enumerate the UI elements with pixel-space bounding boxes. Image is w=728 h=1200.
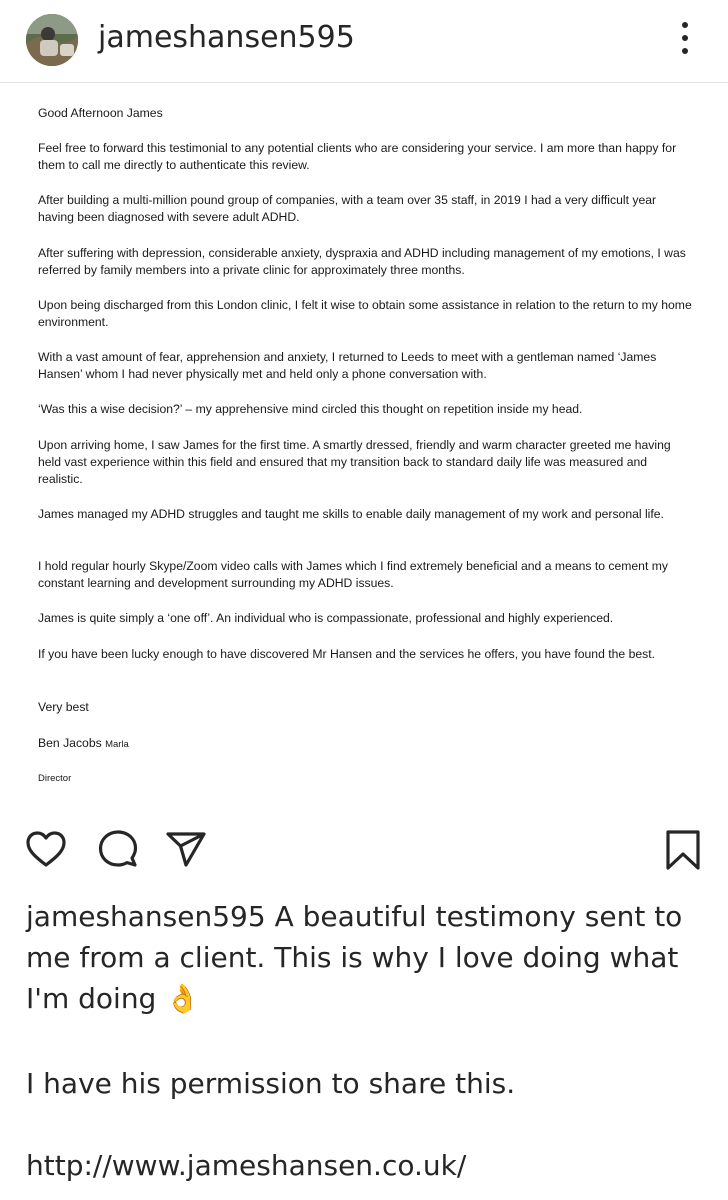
letter-paragraph: Feel free to forward this testimonial to any potential clients who are considering your service. I am more than happy for them to call me directly to authenticate this review. [38,141,677,172]
header-username[interactable]: jameshansen595 [98,20,355,55]
caption-link[interactable]: http://www.jameshansen.co.uk/ [26,1149,467,1182]
signature-name: Ben Jacobs [38,736,102,750]
post-header [0,0,728,83]
signature-note: Marla [105,739,129,750]
caption-text: A beautiful testimony sent to me from a client. This is why I love doing what I'm doing [26,900,683,1015]
caption-permission: I have his permission to share this. [26,1067,516,1100]
heart-icon[interactable] [24,828,68,872]
post-caption [26,896,706,1019]
letter-paragraph: Upon being discharged from this London clinic, I felt it wise to obtain some assistance in relation to the return to my home environment. [38,298,692,329]
letter-paragraph: After building a multi-million pound group of companies, with a team over 35 staff, in 2019 I had a very difficult year having been diagnosed with severe adult ADHD. [38,193,657,224]
letter-paragraph: I hold regular hourly Skype/Zoom video calls with James which I find extremely beneficial and a means to cement my constant learning and development surrounding my ADHD issues. [38,559,668,590]
letter-signature [38,735,694,753]
letter-paragraph: Upon arriving home, I saw James for the first time. A smartly dressed, friendly and warm character greeted me having held vast experience within this field and ensured that my transition back to standard daily life was measured and realistic. [38,438,671,486]
signature-title: Director [38,773,72,784]
letter-paragraph: James managed my ADHD struggles and taught me skills to enable daily management of my work and personal life. [38,507,664,521]
three-dots-vertical-icon[interactable] [676,22,694,56]
letter-paragraph: With a vast amount of fear, apprehension and anxiety, I returned to Leeds to meet with a gentleman named ‘James Hansen’ whom I had never physically met and held only a phone conversation with. [38,350,657,381]
letter-paragraph: If you have been lucky enough to have discovered Mr Hansen and the services he offers, you have found the best. [38,647,655,661]
letter-paragraph: James is quite simply a ‘one off’. An individual who is compassionate, professional and highly experienced. [38,611,614,625]
letter-closing: Very best [38,700,89,714]
letter-paragraph: After suffering with depression, considerable anxiety, dyspraxia and ADHD including management of my emotions, I was referred by family members into a private clinic for approximately three months. [38,246,686,277]
comment-icon[interactable] [96,828,140,872]
post-action-bar [0,828,728,878]
caption-username[interactable]: jameshansen595 [26,900,266,933]
avatar-photo [26,14,78,66]
letter-greeting: Good Afternoon James [38,106,163,120]
bookmark-icon[interactable] [662,828,706,872]
avatar[interactable] [26,14,78,66]
send-icon[interactable] [164,828,208,872]
post-image-document[interactable] [0,83,728,820]
ok-hand-emoji: 👌 [165,982,201,1015]
letter-paragraph: ‘Was this a wise decision?’ – my apprehensive mind circled this thought on repetition inside my head. [38,402,583,416]
